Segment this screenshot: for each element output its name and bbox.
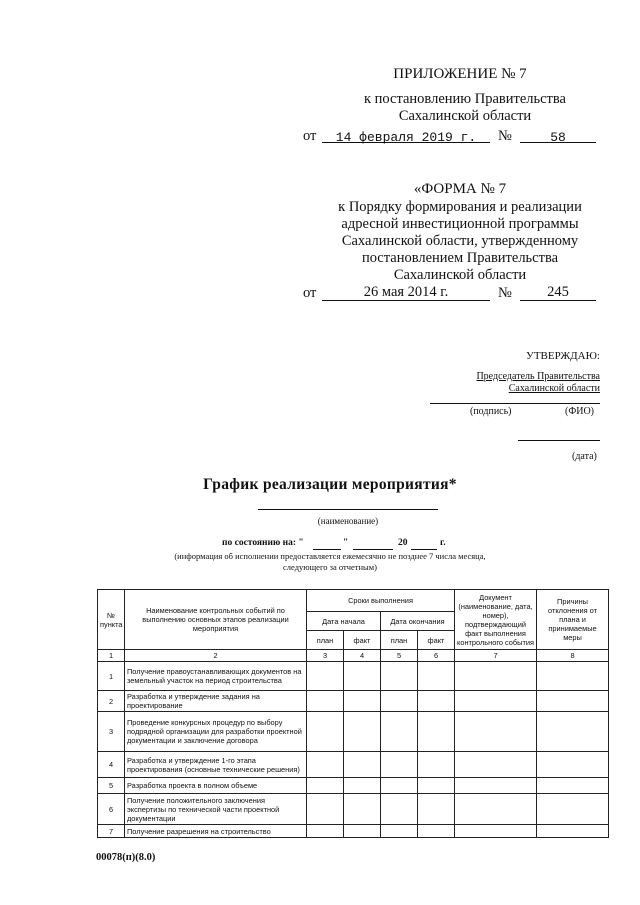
appendix-from-label: от [303,128,317,144]
row-cell [344,691,381,712]
row-cell [418,712,455,752]
form-from-label: от [303,285,317,301]
row-event: Получение положительного заключения экспертизы по технической части проектной документации [125,794,307,825]
header-plan-start: план [307,631,344,650]
form-number: 245 [547,284,569,300]
form-line-5: Сахалинской области [393,267,527,283]
row-event: Получение правоустанавливающих документов на земельный участок на период строительства [125,662,307,691]
row-cell [307,712,344,752]
row-cell [344,794,381,825]
row-cell [418,825,455,838]
appendix-line-1: к постановлению Правительства [364,91,566,107]
approval-position-line-1: Председатель Правительства [476,371,600,382]
col-number: 4 [344,650,381,662]
header-name: Наименование контрольных событий по выполнению основных этапов реализации мероприятия [125,590,307,650]
row-cell [307,752,344,778]
info-line-2: следующего за отчетным) [283,562,377,572]
form-title: «ФОРМА № 7 [413,181,507,197]
table-row [98,691,609,712]
row-cell [307,825,344,838]
row-cell [381,825,418,838]
row-event: Разработка проекта в полном объеме [125,778,307,794]
row-cell [381,712,418,752]
header-end: Дата окончания [381,612,455,631]
row-cell [455,662,537,691]
row-cell [455,752,537,778]
appendix-date: 14 февраля 2019 г. [335,130,477,145]
appendix-number-label: № [498,128,512,144]
form-line-4: постановлением Правительства [361,250,559,266]
row-cell [307,794,344,825]
info-line-1: (информация об исполнении предоставляется ежемесячно не позднее 7 числа месяца, [174,551,486,561]
form-number-label: № [498,285,512,301]
col-number: 5 [381,650,418,662]
approval-date-label: (дата) [572,451,597,462]
row-cell [344,778,381,794]
row-number: 6 [98,794,125,825]
header-fact-start: факт [344,631,381,650]
table-row [98,712,609,752]
row-cell [381,662,418,691]
header-document: Документ (наименование, дата, номер), подтверждающий факт выполнения контрольного события [455,590,537,650]
signature-underline [430,403,600,404]
row-cell [344,752,381,778]
row-cell [537,825,609,838]
row-cell [537,752,609,778]
footer-code: 00078(п)(8.0) [96,852,156,863]
table-row [98,662,609,691]
header-start: Дата начала [307,612,381,631]
row-event: Проведение конкурсных процедур по выбору подрядной организации для разработки проектной документации и заключение договора [125,712,307,752]
col-number: 3 [307,650,344,662]
row-cell [381,794,418,825]
appendix-title: ПРИЛОЖЕНИЕ № 7 [393,66,527,82]
status-month-underline [353,549,393,550]
row-cell [344,662,381,691]
header-terms: Сроки выполнения [307,590,455,612]
row-cell [455,712,537,752]
form-line-1: к Порядку формирования и реализации [338,199,582,215]
row-cell [537,778,609,794]
row-cell [381,752,418,778]
row-event: Получение разрешения на строительство [125,825,307,838]
header-plan-end: план [381,631,418,650]
row-cell [418,662,455,691]
row-number: 3 [98,712,125,752]
row-number: 4 [98,752,125,778]
row-event: Разработка и утверждение 1-го этапа проектирования (основные технические решения) [125,752,307,778]
appendix-number: 58 [550,130,566,145]
header-num: № пункта [98,590,125,650]
row-cell [307,662,344,691]
schedule-table [97,589,609,838]
row-cell [455,691,537,712]
name-label: (наименование) [317,516,379,526]
row-number: 7 [98,825,125,838]
status-year-underline [411,549,437,550]
approval-title: УТВЕРЖДАЮ: [526,350,600,362]
col-number: 1 [98,650,125,662]
approval-position-line-2: Сахалинской области [508,383,600,394]
row-cell [455,825,537,838]
row-number: 2 [98,691,125,712]
status-suffix: г. [440,538,446,548]
row-cell [455,778,537,794]
row-cell [418,794,455,825]
row-cell [537,662,609,691]
name-underline [258,509,438,510]
col-number: 7 [455,650,537,662]
form-date: 26 мая 2014 г. [363,284,449,300]
fio-label: (ФИО) [565,406,595,417]
row-cell [455,794,537,825]
table-row [98,778,609,794]
header-reasons: Причины отклонения от плана и принимаемые меры [537,590,609,650]
row-cell [537,712,609,752]
status-quote: " [343,538,349,548]
table-row [98,794,609,825]
row-cell [418,778,455,794]
col-number: 8 [537,650,609,662]
header-fact-end: факт [418,631,455,650]
col-number: 2 [125,650,307,662]
form-line-3: Сахалинской области, утвержденному [341,233,579,249]
col-number: 6 [418,650,455,662]
row-cell [381,778,418,794]
signature-label: (подпись) [470,406,512,417]
row-cell [344,825,381,838]
row-cell [537,794,609,825]
schedule-title: График реализации мероприятия* [203,476,457,493]
status-label: по состоянию на: " [222,538,304,548]
row-cell [381,691,418,712]
row-cell [307,691,344,712]
table-row [98,825,609,838]
status-day-underline [313,549,341,550]
row-event: Разработка и утверждение задания на проектирование [125,691,307,712]
approval-date-underline [518,440,600,441]
row-number: 5 [98,778,125,794]
row-cell [307,778,344,794]
status-year: 20 [398,538,408,548]
appendix-line-2: Сахалинской области [398,108,532,124]
row-cell [418,752,455,778]
row-cell [344,712,381,752]
row-cell [418,691,455,712]
table-row [98,752,609,778]
row-number: 1 [98,662,125,691]
form-line-2: адресной инвестиционной программы [341,216,579,232]
row-cell [537,691,609,712]
